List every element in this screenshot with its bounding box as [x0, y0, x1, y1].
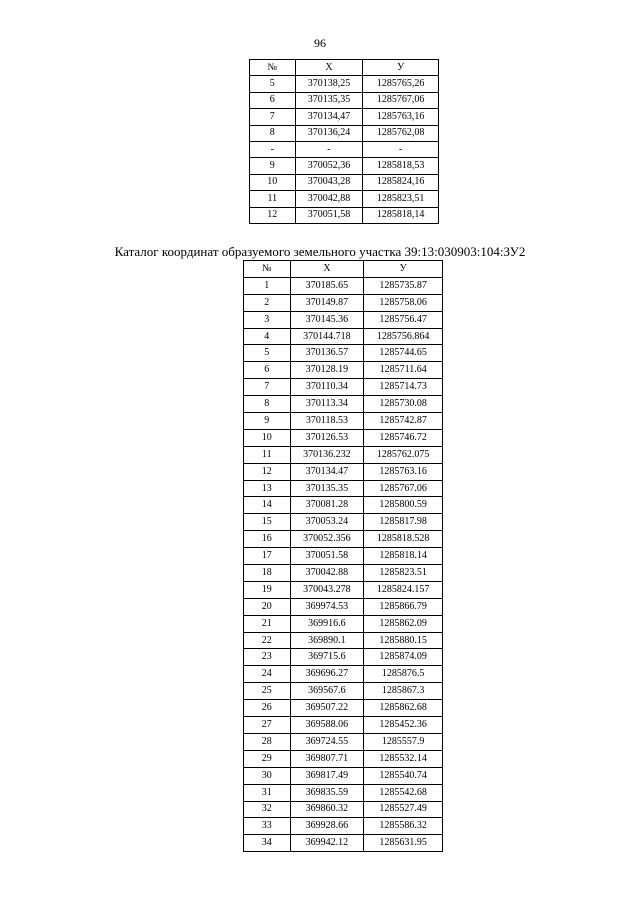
cell-number: 10 — [250, 174, 296, 190]
cell-number: 21 — [244, 615, 291, 632]
cell-x: 370138,25 — [295, 76, 363, 92]
table-header-row — [244, 261, 443, 278]
table-row — [250, 109, 439, 125]
column-header-x: Х — [295, 60, 363, 76]
cell-x: 370135.35 — [290, 480, 364, 497]
cell-y: 1285763,16 — [363, 109, 439, 125]
cell-y: 1285714.73 — [364, 379, 443, 396]
column-header-number: № — [244, 261, 291, 278]
table-row — [244, 750, 443, 767]
cell-x: 369928.66 — [290, 818, 364, 835]
column-header-y: У — [363, 60, 439, 76]
table-header-row — [250, 60, 439, 76]
table-row — [250, 158, 439, 174]
table-row — [250, 76, 439, 92]
cell-number: 29 — [244, 750, 291, 767]
cell-number: - — [250, 141, 296, 157]
cell-x: 369890.1 — [290, 632, 364, 649]
cell-number: 7 — [250, 109, 296, 125]
table-row — [244, 565, 443, 582]
cell-y: 1285735.87 — [364, 277, 443, 294]
table-body — [244, 277, 443, 851]
cell-y: 1285767.06 — [364, 480, 443, 497]
cell-x: 369916.6 — [290, 615, 364, 632]
cell-number: 25 — [244, 683, 291, 700]
cell-y: 1285818.14 — [364, 548, 443, 565]
cell-x: 370134.47 — [290, 463, 364, 480]
cell-y: 1285866.79 — [364, 598, 443, 615]
cell-y: 1285880.15 — [364, 632, 443, 649]
cell-x: - — [295, 141, 363, 157]
table-row — [244, 548, 443, 565]
table-row — [244, 379, 443, 396]
table-row — [244, 767, 443, 784]
cell-x: 370113.34 — [290, 396, 364, 413]
cell-number: 12 — [250, 207, 296, 223]
column-header-x: Х — [290, 261, 364, 278]
cell-x: 370081.28 — [290, 497, 364, 514]
cell-x: 370052.356 — [290, 531, 364, 548]
table-row — [244, 818, 443, 835]
cell-y: 1285818,14 — [363, 207, 439, 223]
cell-number: 33 — [244, 818, 291, 835]
cell-y: 1285876.5 — [364, 666, 443, 683]
cell-x: 370043,28 — [295, 174, 363, 190]
coordinates-table-zu2 — [243, 260, 443, 852]
cell-number: 23 — [244, 649, 291, 666]
table-row — [244, 835, 443, 852]
cell-number: 10 — [244, 429, 291, 446]
cell-y: 1285762,08 — [363, 125, 439, 141]
cell-y: 1285762.075 — [364, 446, 443, 463]
cell-y: 1285586.32 — [364, 818, 443, 835]
table-row — [244, 328, 443, 345]
cell-number: 2 — [244, 294, 291, 311]
cell-number: 28 — [244, 733, 291, 750]
cell-x: 370136.57 — [290, 345, 364, 362]
table-row — [244, 531, 443, 548]
cell-y: 1285532.14 — [364, 750, 443, 767]
cell-x: 369588.06 — [290, 717, 364, 734]
cell-y: 1285818,53 — [363, 158, 439, 174]
cell-number: 5 — [250, 76, 296, 92]
cell-x: 369860.32 — [290, 801, 364, 818]
column-header-y: У — [364, 261, 443, 278]
table-row — [244, 413, 443, 430]
cell-x: 369715.6 — [290, 649, 364, 666]
cell-y: 1285823.51 — [364, 565, 443, 582]
cell-x: 370128.19 — [290, 362, 364, 379]
cell-x: 370118.53 — [290, 413, 364, 430]
cell-y: 1285823,51 — [363, 191, 439, 207]
cell-x: 370051,58 — [295, 207, 363, 223]
cell-number: 18 — [244, 565, 291, 582]
cell-x: 369942.12 — [290, 835, 364, 852]
cell-y: 1285527.49 — [364, 801, 443, 818]
cell-x: 369974.53 — [290, 598, 364, 615]
cell-x: 370134,47 — [295, 109, 363, 125]
cell-number: 4 — [244, 328, 291, 345]
cell-x: 370136,24 — [295, 125, 363, 141]
table-row — [244, 277, 443, 294]
cell-number: 20 — [244, 598, 291, 615]
table-row — [250, 92, 439, 108]
cell-x: 370145.36 — [290, 311, 364, 328]
cell-number: 9 — [244, 413, 291, 430]
cell-y: 1285874.09 — [364, 649, 443, 666]
cell-number: 14 — [244, 497, 291, 514]
cell-x: 369835.59 — [290, 784, 364, 801]
cell-y: 1285758.06 — [364, 294, 443, 311]
cell-x: 370051.58 — [290, 548, 364, 565]
table-row — [244, 463, 443, 480]
cell-y: 1285800.59 — [364, 497, 443, 514]
table-row — [244, 649, 443, 666]
cell-y: 1285824,16 — [363, 174, 439, 190]
cell-y: 1285756.864 — [364, 328, 443, 345]
cell-y: 1285557.9 — [364, 733, 443, 750]
table-row — [244, 733, 443, 750]
cell-x: 369724.55 — [290, 733, 364, 750]
cell-x: 370042,88 — [295, 191, 363, 207]
cell-y: 1285763.16 — [364, 463, 443, 480]
cell-y: 1285756.47 — [364, 311, 443, 328]
cell-number: 15 — [244, 514, 291, 531]
cell-number: 13 — [244, 480, 291, 497]
cell-x: 369817.49 — [290, 767, 364, 784]
cell-number: 26 — [244, 700, 291, 717]
table-row — [244, 480, 443, 497]
cell-number: 3 — [244, 311, 291, 328]
table-row — [244, 717, 443, 734]
cell-y: 1285744.65 — [364, 345, 443, 362]
catalog-caption: Каталог координат образуемого земельного участка 39:13:030903:104:ЗУ2 — [114, 244, 526, 259]
cell-x: 370135,35 — [295, 92, 363, 108]
cell-number: 11 — [244, 446, 291, 463]
cell-x: 370042.88 — [290, 565, 364, 582]
table-row — [244, 311, 443, 328]
table-row — [244, 801, 443, 818]
cell-number: 1 — [244, 277, 291, 294]
cell-y: 1285452.36 — [364, 717, 443, 734]
cell-number: 30 — [244, 767, 291, 784]
cell-y: 1285767,06 — [363, 92, 439, 108]
cell-number: 22 — [244, 632, 291, 649]
cell-number: 16 — [244, 531, 291, 548]
cell-x: 370144.718 — [290, 328, 364, 345]
cell-x: 369807.71 — [290, 750, 364, 767]
cell-y: 1285711.64 — [364, 362, 443, 379]
table-row — [244, 514, 443, 531]
cell-x: 370126.53 — [290, 429, 364, 446]
cell-y: 1285862.09 — [364, 615, 443, 632]
cell-y: 1285817.98 — [364, 514, 443, 531]
cell-y: 1285631.95 — [364, 835, 443, 852]
cell-number: 31 — [244, 784, 291, 801]
cell-x: 369696.27 — [290, 666, 364, 683]
cell-x: 370052,36 — [295, 158, 363, 174]
table-row — [244, 396, 443, 413]
cell-number: 8 — [244, 396, 291, 413]
cell-number: 11 — [250, 191, 296, 207]
cell-number: 8 — [250, 125, 296, 141]
table-row — [244, 615, 443, 632]
cell-x: 370053.24 — [290, 514, 364, 531]
table-row — [244, 581, 443, 598]
table-row — [244, 429, 443, 446]
cell-x: 370185.65 — [290, 277, 364, 294]
column-header-number: № — [250, 60, 296, 76]
cell-number: 9 — [250, 158, 296, 174]
table-row — [244, 683, 443, 700]
cell-number: 6 — [244, 362, 291, 379]
table-row — [250, 141, 439, 157]
table-row — [244, 666, 443, 683]
cell-number: 27 — [244, 717, 291, 734]
cell-number: 5 — [244, 345, 291, 362]
cell-x: 370149.87 — [290, 294, 364, 311]
table-row — [250, 207, 439, 223]
table-row — [244, 598, 443, 615]
cell-x: 370136.232 — [290, 446, 364, 463]
cell-y: 1285862.68 — [364, 700, 443, 717]
table-row — [244, 446, 443, 463]
cell-y: 1285540.74 — [364, 767, 443, 784]
cell-y: - — [363, 141, 439, 157]
cell-number: 24 — [244, 666, 291, 683]
cell-y: 1285542.68 — [364, 784, 443, 801]
page-number: 96 — [314, 36, 326, 50]
table-row — [244, 362, 443, 379]
cell-y: 1285746.72 — [364, 429, 443, 446]
table-row — [244, 345, 443, 362]
cell-number: 17 — [244, 548, 291, 565]
cell-number: 19 — [244, 581, 291, 598]
coordinates-table-continued — [249, 59, 439, 224]
cell-x: 369567.6 — [290, 683, 364, 700]
table-row — [244, 784, 443, 801]
cell-x: 369507.22 — [290, 700, 364, 717]
table-row — [244, 294, 443, 311]
table-row — [250, 125, 439, 141]
cell-x: 370043.278 — [290, 581, 364, 598]
table-row — [244, 497, 443, 514]
table-row — [244, 632, 443, 649]
cell-number: 34 — [244, 835, 291, 852]
cell-number: 6 — [250, 92, 296, 108]
cell-number: 32 — [244, 801, 291, 818]
table-row — [244, 700, 443, 717]
table-row — [250, 174, 439, 190]
cell-number: 12 — [244, 463, 291, 480]
cell-x: 370110.34 — [290, 379, 364, 396]
cell-y: 1285765,26 — [363, 76, 439, 92]
cell-y: 1285824.157 — [364, 581, 443, 598]
table-body — [250, 76, 439, 224]
cell-y: 1285742.87 — [364, 413, 443, 430]
table-row — [250, 191, 439, 207]
cell-y: 1285730.08 — [364, 396, 443, 413]
cell-number: 7 — [244, 379, 291, 396]
cell-y: 1285867.3 — [364, 683, 443, 700]
cell-y: 1285818.528 — [364, 531, 443, 548]
